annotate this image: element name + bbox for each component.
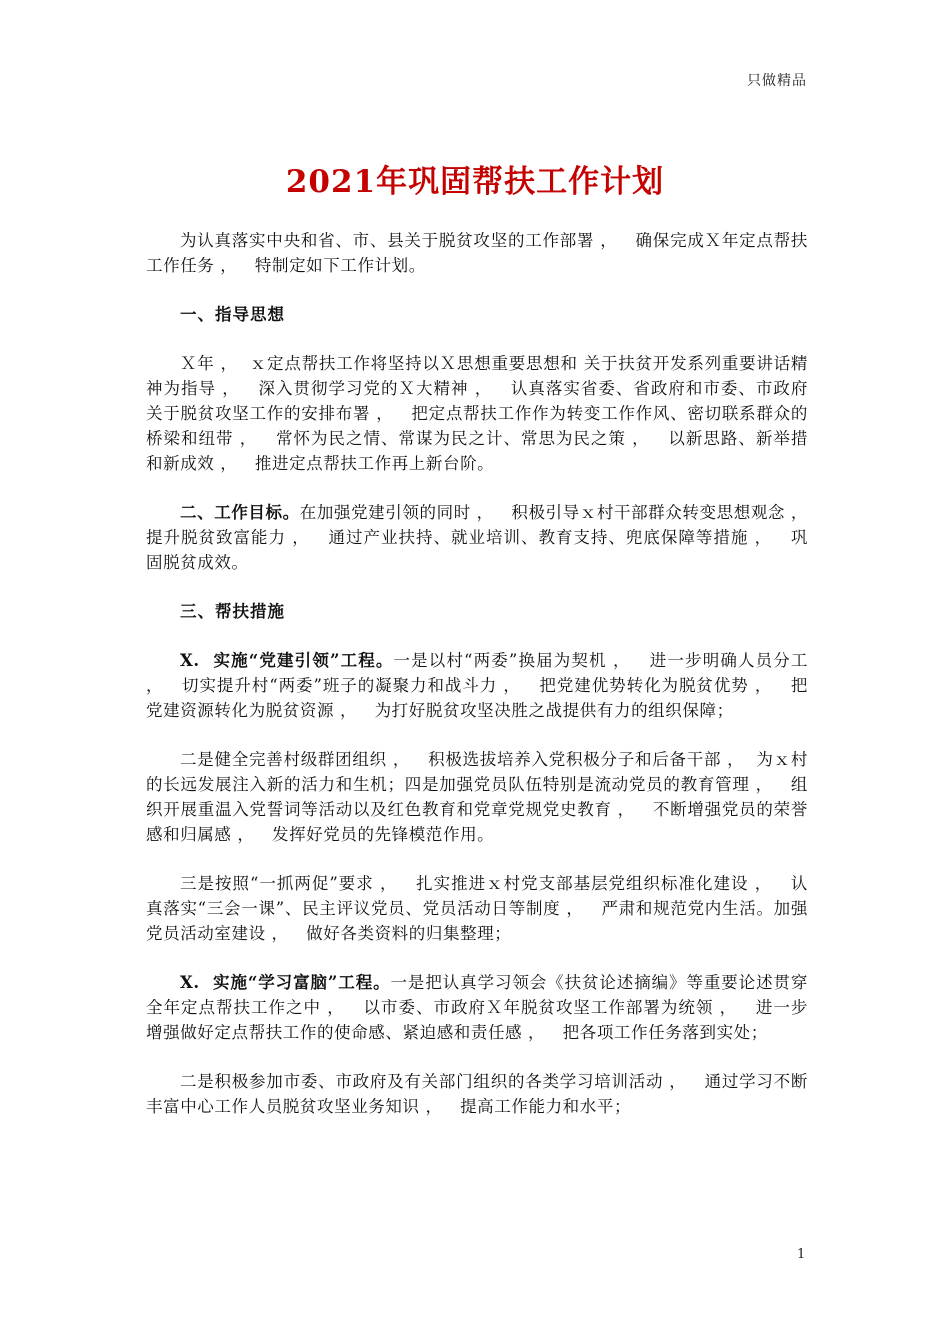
measure-study-text: 一是把认真学习领会《扶贫论述摘编》等重要论述贯穿全年定点帮扶工作之中 ， 以市委、市政府Ｘ年脱贫攻坚工作部署为统领 ， 进一步增强做好定点帮扶工作的使命感、紧迫感和责任感 ， 把各项工作任务落到实处； [146,973,808,1042]
document-body [146,228,826,1143]
section-heading-guiding-ideology: 一、指导思想 [180,305,285,324]
measure-party-building-paragraph [146,648,814,723]
document-title: 2021年巩固帮扶工作计划 [285,164,665,200]
page-number: 1 [797,1247,806,1262]
work-goals-text: 在加强党建引领的同时 ， 积极引导ｘ村干部群众转变思想观念 ， 提升脱贫致富能力 ， 通过产业扶持、就业培训、教育支持、兜底保障等措施 ， 巩固脱贫成效。 [146,503,826,572]
measure-study-part2: 二是积极参加市委、市政府及有关部门组织的各类学习培训活动 ， 通过学习不断丰富中心工作人员脱贫攻坚业务知识 ， 提高工作能力和水平； [146,1072,808,1116]
measure-party-building-lead: X. 实施“党建引领”工程。 [180,651,394,670]
measure-party-building-part2: 二是健全完善村级群团组织 ， 积极选拔培养入党积极分子和后备干部 ， 为ｘ村的长远发展注入新的活力和生机；四是加强党员队伍特别是流动党员的教育管理 ， 组织开展重温入党誓词等活动以及红色教育和党章党规党史教育 ， 不断增强党员的荣誉感和归属感 ， 发挥好党员的先锋模范作用。 [146,750,808,844]
measure-study-paragraph [146,970,808,1045]
measure-party-building-part3: 三是按照“一抓两促”要求 ， 扎实推进ｘ村党支部基层党组织标准化建设 ， 认真落实“三会一课”、民主评议党员、党员活动日等制度 ， 严肃和规范党内生活。加强党员活动室建设 ， 做好各类资料的归集整理； [146,874,808,943]
section-heading-work-goals: 二、工作目标。 [180,503,300,522]
work-goals-paragraph [146,500,826,575]
header-note: 只做精品 [747,73,807,89]
section-heading-measures: 三、帮扶措施 [180,602,285,621]
measure-party-building-text: 一是以村“两委”换届为契机 ， 进一步明确人员分工 ， 切实提升村“两委”班子的凝聚力和战斗力 ， 把党建优势转化为脱贫优势 ， 把党建资源转化为脱贫资源 ， 为打好脱贫攻坚决胜之战提供有力的组织保障； [146,651,814,720]
guiding-ideology-paragraph: Ｘ年 ， ｘ定点帮扶工作将坚持以Ｘ思想重要思想和 关于扶贫开发系列重要讲话精神为指导 ， 深入贯彻学习党的Ｘ大精神 ， 认真落实省委、省政府和市委、市政府关于脱贫攻坚工作的安排布署 ， 把定点帮扶工作作为转变工作作风、密切联系群众的桥梁和纽带 ， 常怀为民之情、常谋为民之计、常思为民之策 ， 以新思路、新举措和新成效 ， 推进定点帮扶工作再上新台阶。 [146,354,808,473]
measure-study-lead: X. 实施“学习富脑”工程。 [180,973,391,992]
intro-paragraph: 为认真落实中央和省、市、县关于脱贫攻坚的工作部署 ， 确保完成Ｘ年定点帮扶工作任务 ， 特制定如下工作计划。 [146,231,808,275]
